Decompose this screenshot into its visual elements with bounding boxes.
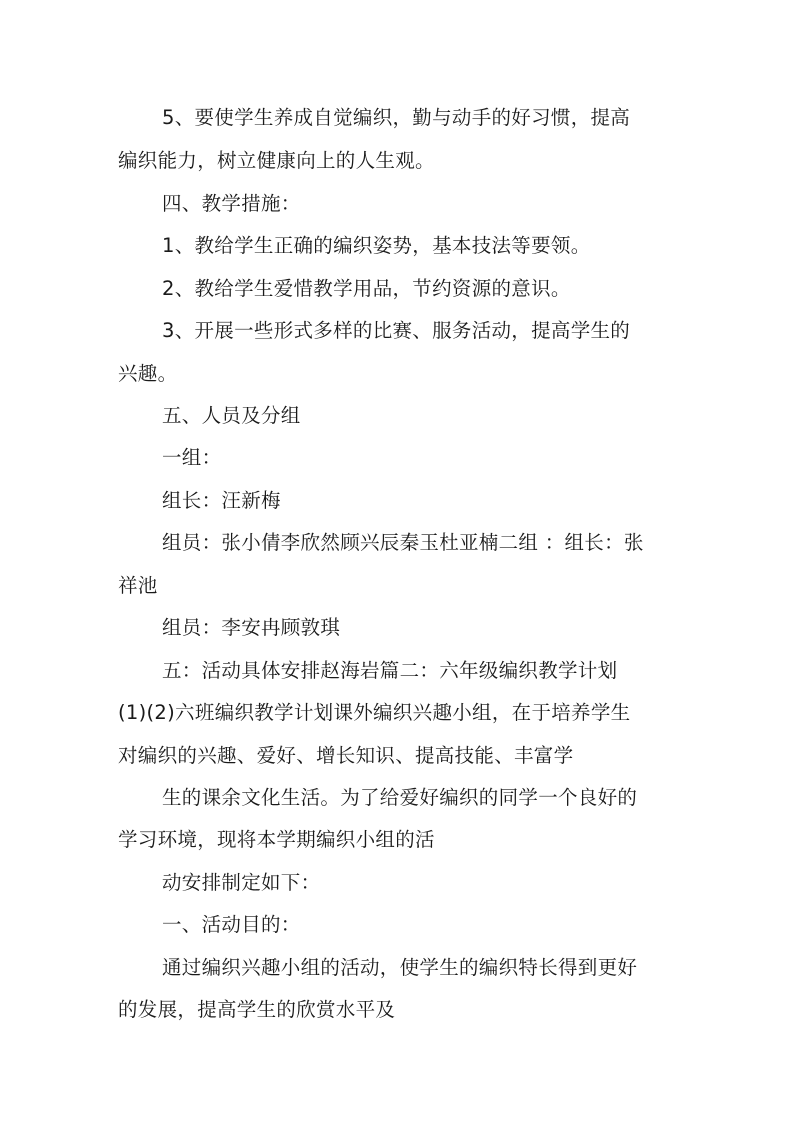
text-line: 对编织的兴趣、爱好、增长知识、提高技能、丰富学 [118, 744, 574, 767]
text-line: 组员：李安冉顾敦琪 [162, 616, 341, 639]
text-line: 3、开展一些形式多样的比赛、服务活动，提高学生的 [162, 319, 631, 342]
text-line: 五：活动具体安排赵海岩篇二：六年级编织教学计划 [162, 659, 618, 682]
section-heading: 五、人员及分组 [162, 404, 301, 427]
text-line: 一组： [162, 446, 222, 469]
text-line: 组长：汪新梅 [162, 489, 281, 512]
text-line: 兴趣。 [118, 362, 178, 385]
text-line: 祥池 [118, 574, 158, 597]
section-heading: 四、教学措施： [162, 192, 301, 215]
text-line: 的发展，提高学生的欣赏水平及 [118, 998, 396, 1021]
text-line: 学习环境，现将本学期编织小组的活 [118, 828, 435, 851]
text-line: 动安排制定如下： [162, 871, 321, 894]
text-line: 通过编织兴趣小组的活动，使学生的编织特长得到更好 [162, 956, 638, 979]
text-line: 生的课余文化生活。为了给爱好编织的同学一个良好的 [162, 786, 638, 809]
text-line: 组员：张小倩李欣然顾兴辰秦玉杜亚楠二组 ：组长：张 [162, 531, 644, 554]
text-line: (1)(2)六班编织教学计划课外编织兴趣小组，在于培养学生 [118, 701, 631, 724]
section-heading: 一、活动目的： [162, 913, 301, 936]
text-line: 1、教给学生正确的编织姿势，基本技法等要领。 [162, 234, 591, 257]
text-line: 编织能力，树立健康向上的人生观。 [118, 149, 435, 172]
text-line: 5、要使学生养成自觉编织，勤与动手的好习惯，提高 [162, 106, 631, 129]
text-line: 2、教给学生爱惜教学用品，节约资源的意识。 [162, 277, 571, 300]
